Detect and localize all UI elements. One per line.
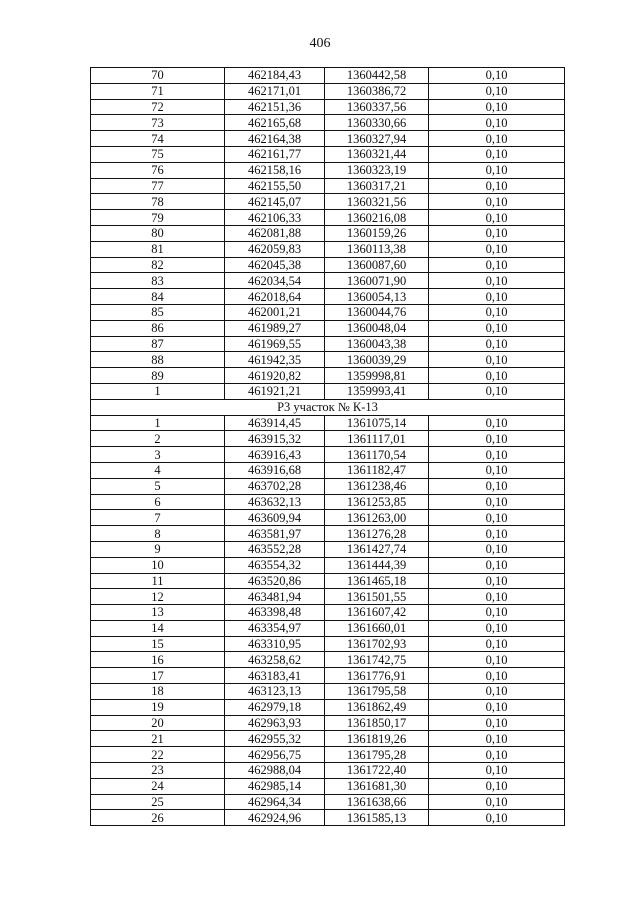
point-number-cell: 23 <box>91 763 225 779</box>
table-row <box>91 320 565 336</box>
y-coordinate-cell: 1360321,44 <box>325 146 429 162</box>
x-coordinate-cell: 462184,43 <box>225 68 325 84</box>
table-row <box>91 462 565 478</box>
y-coordinate-cell: 1360323,19 <box>325 162 429 178</box>
error-cell: 0,10 <box>429 146 565 162</box>
point-number-cell: 87 <box>91 336 225 352</box>
error-cell: 0,10 <box>429 636 565 652</box>
coordinates-table <box>90 67 565 826</box>
y-coordinate-cell: 1361819,26 <box>325 731 429 747</box>
y-coordinate-cell: 1359998,81 <box>325 368 429 384</box>
error-cell: 0,10 <box>429 794 565 810</box>
y-coordinate-cell: 1361182,47 <box>325 462 429 478</box>
error-cell: 0,10 <box>429 541 565 557</box>
y-coordinate-cell: 1361681,30 <box>325 778 429 794</box>
error-cell: 0,10 <box>429 620 565 636</box>
table-row <box>91 210 565 226</box>
error-cell: 0,10 <box>429 462 565 478</box>
y-coordinate-cell: 1359993,41 <box>325 383 429 399</box>
table-row <box>91 304 565 320</box>
section-header-row <box>91 399 565 415</box>
point-number-cell: 84 <box>91 289 225 305</box>
table-row <box>91 620 565 636</box>
y-coordinate-cell: 1361638,66 <box>325 794 429 810</box>
table-row <box>91 241 565 257</box>
error-cell: 0,10 <box>429 383 565 399</box>
y-coordinate-cell: 1361795,28 <box>325 747 429 763</box>
y-coordinate-cell: 1361170,54 <box>325 447 429 463</box>
x-coordinate-cell: 463916,68 <box>225 462 325 478</box>
error-cell: 0,10 <box>429 289 565 305</box>
point-number-cell: 13 <box>91 605 225 621</box>
error-cell: 0,10 <box>429 557 565 573</box>
x-coordinate-cell: 463702,28 <box>225 478 325 494</box>
y-coordinate-cell: 1360071,90 <box>325 273 429 289</box>
point-number-cell: 6 <box>91 494 225 510</box>
y-coordinate-cell: 1361850,17 <box>325 715 429 731</box>
error-cell: 0,10 <box>429 605 565 621</box>
table-row <box>91 99 565 115</box>
error-cell: 0,10 <box>429 747 565 763</box>
y-coordinate-cell: 1361795,58 <box>325 684 429 700</box>
error-cell: 0,10 <box>429 699 565 715</box>
point-number-cell: 2 <box>91 431 225 447</box>
error-cell: 0,10 <box>429 431 565 447</box>
point-number-cell: 12 <box>91 589 225 605</box>
y-coordinate-cell: 1361585,13 <box>325 810 429 826</box>
error-cell: 0,10 <box>429 83 565 99</box>
y-coordinate-cell: 1360113,38 <box>325 241 429 257</box>
point-number-cell: 9 <box>91 541 225 557</box>
table-row <box>91 778 565 794</box>
error-cell: 0,10 <box>429 304 565 320</box>
point-number-cell: 16 <box>91 652 225 668</box>
x-coordinate-cell: 462979,18 <box>225 699 325 715</box>
y-coordinate-cell: 1360321,56 <box>325 194 429 210</box>
error-cell: 0,10 <box>429 225 565 241</box>
y-coordinate-cell: 1360159,26 <box>325 225 429 241</box>
y-coordinate-cell: 1361427,74 <box>325 541 429 557</box>
point-number-cell: 80 <box>91 225 225 241</box>
table-row <box>91 115 565 131</box>
y-coordinate-cell: 1361702,93 <box>325 636 429 652</box>
table-row <box>91 747 565 763</box>
y-coordinate-cell: 1360039,29 <box>325 352 429 368</box>
y-coordinate-cell: 1360442,58 <box>325 68 429 84</box>
x-coordinate-cell: 463552,28 <box>225 541 325 557</box>
y-coordinate-cell: 1361253,85 <box>325 494 429 510</box>
table-row <box>91 494 565 510</box>
point-number-cell: 10 <box>91 557 225 573</box>
x-coordinate-cell: 462164,38 <box>225 131 325 147</box>
y-coordinate-cell: 1361263,00 <box>325 510 429 526</box>
x-coordinate-cell: 462155,50 <box>225 178 325 194</box>
y-coordinate-cell: 1360043,38 <box>325 336 429 352</box>
error-cell: 0,10 <box>429 68 565 84</box>
point-number-cell: 81 <box>91 241 225 257</box>
point-number-cell: 83 <box>91 273 225 289</box>
x-coordinate-cell: 461969,55 <box>225 336 325 352</box>
x-coordinate-cell: 462964,34 <box>225 794 325 810</box>
table-row <box>91 810 565 826</box>
x-coordinate-cell: 461920,82 <box>225 368 325 384</box>
x-coordinate-cell: 462059,83 <box>225 241 325 257</box>
point-number-cell: 22 <box>91 747 225 763</box>
error-cell: 0,10 <box>429 352 565 368</box>
error-cell: 0,10 <box>429 162 565 178</box>
x-coordinate-cell: 463310,95 <box>225 636 325 652</box>
point-number-cell: 25 <box>91 794 225 810</box>
table-row <box>91 225 565 241</box>
point-number-cell: 14 <box>91 620 225 636</box>
error-cell: 0,10 <box>429 273 565 289</box>
error-cell: 0,10 <box>429 526 565 542</box>
error-cell: 0,10 <box>429 684 565 700</box>
x-coordinate-cell: 463632,13 <box>225 494 325 510</box>
x-coordinate-cell: 462045,38 <box>225 257 325 273</box>
point-number-cell: 75 <box>91 146 225 162</box>
error-cell: 0,10 <box>429 415 565 431</box>
point-number-cell: 17 <box>91 668 225 684</box>
y-coordinate-cell: 1360054,13 <box>325 289 429 305</box>
y-coordinate-cell: 1361776,91 <box>325 668 429 684</box>
error-cell: 0,10 <box>429 131 565 147</box>
point-number-cell: 70 <box>91 68 225 84</box>
y-coordinate-cell: 1361501,55 <box>325 589 429 605</box>
table-row <box>91 557 565 573</box>
error-cell: 0,10 <box>429 336 565 352</box>
x-coordinate-cell: 462171,01 <box>225 83 325 99</box>
point-number-cell: 11 <box>91 573 225 589</box>
section-title: Р3 участок № К-13 <box>91 399 565 415</box>
table-row <box>91 652 565 668</box>
point-number-cell: 89 <box>91 368 225 384</box>
x-coordinate-cell: 462165,68 <box>225 115 325 131</box>
y-coordinate-cell: 1360216,08 <box>325 210 429 226</box>
x-coordinate-cell: 461942,35 <box>225 352 325 368</box>
y-coordinate-cell: 1360330,66 <box>325 115 429 131</box>
x-coordinate-cell: 461921,21 <box>225 383 325 399</box>
point-number-cell: 71 <box>91 83 225 99</box>
table-row <box>91 68 565 84</box>
table-row <box>91 83 565 99</box>
x-coordinate-cell: 463123,13 <box>225 684 325 700</box>
x-coordinate-cell: 462001,21 <box>225 304 325 320</box>
point-number-cell: 19 <box>91 699 225 715</box>
error-cell: 0,10 <box>429 573 565 589</box>
y-coordinate-cell: 1361862,49 <box>325 699 429 715</box>
error-cell: 0,10 <box>429 731 565 747</box>
error-cell: 0,10 <box>429 715 565 731</box>
table-row <box>91 589 565 605</box>
y-coordinate-cell: 1361276,28 <box>325 526 429 542</box>
y-coordinate-cell: 1360327,94 <box>325 131 429 147</box>
point-number-cell: 72 <box>91 99 225 115</box>
table-row <box>91 257 565 273</box>
table-row <box>91 541 565 557</box>
x-coordinate-cell: 463354,97 <box>225 620 325 636</box>
table-row <box>91 162 565 178</box>
x-coordinate-cell: 463398,48 <box>225 605 325 621</box>
point-number-cell: 3 <box>91 447 225 463</box>
point-number-cell: 15 <box>91 636 225 652</box>
table-row <box>91 336 565 352</box>
table-row <box>91 146 565 162</box>
y-coordinate-cell: 1361075,14 <box>325 415 429 431</box>
point-number-cell: 24 <box>91 778 225 794</box>
x-coordinate-cell: 462034,54 <box>225 273 325 289</box>
table-row <box>91 636 565 652</box>
x-coordinate-cell: 462145,07 <box>225 194 325 210</box>
coordinates-table-body <box>91 68 565 826</box>
error-cell: 0,10 <box>429 194 565 210</box>
table-row <box>91 699 565 715</box>
point-number-cell: 21 <box>91 731 225 747</box>
error-cell: 0,10 <box>429 494 565 510</box>
table-row <box>91 368 565 384</box>
x-coordinate-cell: 463554,32 <box>225 557 325 573</box>
point-number-cell: 76 <box>91 162 225 178</box>
point-number-cell: 26 <box>91 810 225 826</box>
x-coordinate-cell: 462106,33 <box>225 210 325 226</box>
x-coordinate-cell: 463258,62 <box>225 652 325 668</box>
table-row <box>91 605 565 621</box>
error-cell: 0,10 <box>429 257 565 273</box>
x-coordinate-cell: 462988,04 <box>225 763 325 779</box>
table-row <box>91 273 565 289</box>
error-cell: 0,10 <box>429 510 565 526</box>
page-number: 406 <box>309 36 331 51</box>
table-row <box>91 431 565 447</box>
error-cell: 0,10 <box>429 668 565 684</box>
point-number-cell: 20 <box>91 715 225 731</box>
y-coordinate-cell: 1361117,01 <box>325 431 429 447</box>
table-row <box>91 194 565 210</box>
y-coordinate-cell: 1360386,72 <box>325 83 429 99</box>
table-row <box>91 794 565 810</box>
table-row <box>91 510 565 526</box>
error-cell: 0,10 <box>429 115 565 131</box>
point-number-cell: 82 <box>91 257 225 273</box>
error-cell: 0,10 <box>429 763 565 779</box>
table-row <box>91 178 565 194</box>
table-row <box>91 684 565 700</box>
x-coordinate-cell: 462924,96 <box>225 810 325 826</box>
x-coordinate-cell: 463581,97 <box>225 526 325 542</box>
error-cell: 0,10 <box>429 810 565 826</box>
error-cell: 0,10 <box>429 778 565 794</box>
point-number-cell: 18 <box>91 684 225 700</box>
y-coordinate-cell: 1360044,76 <box>325 304 429 320</box>
point-number-cell: 4 <box>91 462 225 478</box>
point-number-cell: 73 <box>91 115 225 131</box>
error-cell: 0,10 <box>429 652 565 668</box>
point-number-cell: 1 <box>91 383 225 399</box>
point-number-cell: 8 <box>91 526 225 542</box>
error-cell: 0,10 <box>429 589 565 605</box>
error-cell: 0,10 <box>429 478 565 494</box>
y-coordinate-cell: 1361465,18 <box>325 573 429 589</box>
error-cell: 0,10 <box>429 241 565 257</box>
point-number-cell: 5 <box>91 478 225 494</box>
table-row <box>91 526 565 542</box>
x-coordinate-cell: 463183,41 <box>225 668 325 684</box>
table-row <box>91 447 565 463</box>
x-coordinate-cell: 462956,75 <box>225 747 325 763</box>
point-number-cell: 86 <box>91 320 225 336</box>
x-coordinate-cell: 463520,86 <box>225 573 325 589</box>
point-number-cell: 79 <box>91 210 225 226</box>
table-row <box>91 289 565 305</box>
y-coordinate-cell: 1360048,04 <box>325 320 429 336</box>
x-coordinate-cell: 462963,93 <box>225 715 325 731</box>
x-coordinate-cell: 462018,64 <box>225 289 325 305</box>
point-number-cell: 7 <box>91 510 225 526</box>
table-row <box>91 352 565 368</box>
table-row <box>91 731 565 747</box>
x-coordinate-cell: 463914,45 <box>225 415 325 431</box>
point-number-cell: 77 <box>91 178 225 194</box>
x-coordinate-cell: 463916,43 <box>225 447 325 463</box>
point-number-cell: 85 <box>91 304 225 320</box>
point-number-cell: 78 <box>91 194 225 210</box>
x-coordinate-cell: 461989,27 <box>225 320 325 336</box>
y-coordinate-cell: 1361607,42 <box>325 605 429 621</box>
x-coordinate-cell: 462985,14 <box>225 778 325 794</box>
y-coordinate-cell: 1361660,01 <box>325 620 429 636</box>
error-cell: 0,10 <box>429 320 565 336</box>
table-row <box>91 763 565 779</box>
error-cell: 0,10 <box>429 99 565 115</box>
y-coordinate-cell: 1361742,75 <box>325 652 429 668</box>
y-coordinate-cell: 1361238,46 <box>325 478 429 494</box>
x-coordinate-cell: 462151,36 <box>225 99 325 115</box>
table-row <box>91 478 565 494</box>
table-row <box>91 131 565 147</box>
point-number-cell: 74 <box>91 131 225 147</box>
y-coordinate-cell: 1360087,60 <box>325 257 429 273</box>
x-coordinate-cell: 463915,32 <box>225 431 325 447</box>
x-coordinate-cell: 462161,77 <box>225 146 325 162</box>
error-cell: 0,10 <box>429 178 565 194</box>
x-coordinate-cell: 462081,88 <box>225 225 325 241</box>
table-row <box>91 668 565 684</box>
point-number-cell: 88 <box>91 352 225 368</box>
y-coordinate-cell: 1360337,56 <box>325 99 429 115</box>
y-coordinate-cell: 1361444,39 <box>325 557 429 573</box>
y-coordinate-cell: 1360317,21 <box>325 178 429 194</box>
y-coordinate-cell: 1361722,40 <box>325 763 429 779</box>
error-cell: 0,10 <box>429 210 565 226</box>
table-row <box>91 383 565 399</box>
table-row <box>91 573 565 589</box>
point-number-cell: 1 <box>91 415 225 431</box>
table-row <box>91 415 565 431</box>
x-coordinate-cell: 462955,32 <box>225 731 325 747</box>
x-coordinate-cell: 463481,94 <box>225 589 325 605</box>
table-row <box>91 715 565 731</box>
x-coordinate-cell: 462158,16 <box>225 162 325 178</box>
error-cell: 0,10 <box>429 368 565 384</box>
error-cell: 0,10 <box>429 447 565 463</box>
x-coordinate-cell: 463609,94 <box>225 510 325 526</box>
